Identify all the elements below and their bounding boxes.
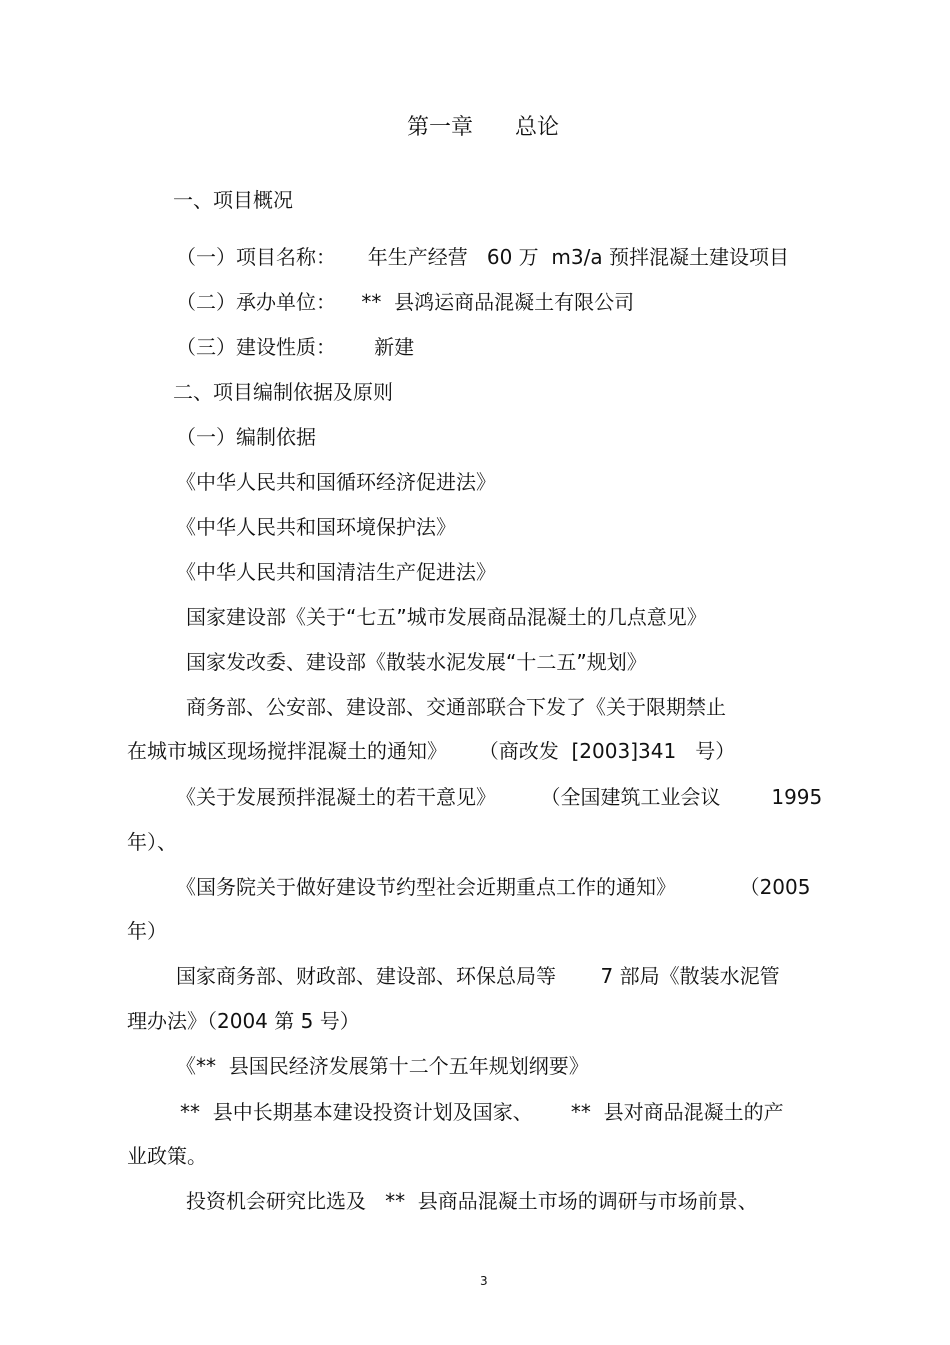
text-line: 《中华人民共和国清洁生产促进法》 [176, 560, 496, 584]
text-line: （二）承办单位： ** 县鸿运商品混凝土有限公司 [176, 290, 635, 314]
text-line: 《** 县国民经济发展第十二个五年规划纲要》 [176, 1054, 589, 1078]
text-line: 在城市城区现场搅拌混凝土的通知》 （商改发 [2003]341 号） [127, 739, 736, 763]
text-line: 《中华人民共和国环境保护法》 [176, 515, 456, 539]
page-number: 3 [480, 1274, 488, 1288]
text-line: 年） [127, 919, 167, 943]
text-line: 《关于发展预拌混凝土的若干意见》 （全国建筑工业会议 1995 [176, 785, 823, 809]
text-line: 国家商务部、财政部、建设部、环保总局等 7 部局《散装水泥管 [176, 964, 780, 988]
section-heading: 二、项目编制依据及原则 [173, 380, 393, 404]
text-line: 国家建设部《关于“七五”城市发展商品混凝土的几点意见》 [186, 605, 707, 629]
text-line: 投资机会研究比选及 ** 县商品混凝土市场的调研与市场前景、 [186, 1189, 758, 1213]
text-line: （一）项目名称： 年生产经营 60 万 m3/a 预拌混凝土建设项目 [176, 245, 789, 269]
text-line: 业政策。 [127, 1144, 207, 1168]
chapter-title: 第一章 总论 [407, 115, 559, 140]
text-line: ** 县中长期基本建设投资计划及国家、 ** 县对商品混凝土的产 [180, 1100, 784, 1124]
text-line: （三）建设性质： 新建 [176, 335, 415, 359]
text-line: 理办法》（2004 第 5 号） [127, 1009, 360, 1033]
text-line: 《国务院关于做好建设节约型社会近期重点工作的通知》 （2005 [176, 875, 811, 899]
text-line: （一）编制依据 [176, 425, 316, 449]
text-line: 年）、 [127, 830, 177, 854]
text-line: 《中华人民共和国循环经济促进法》 [176, 470, 496, 494]
section-heading: 一、项目概况 [173, 188, 293, 212]
text-line: 国家发改委、建设部《散装水泥发展“十二五”规划》 [186, 650, 647, 674]
text-line: 商务部、公安部、建设部、交通部联合下发了《关于限期禁止 [186, 695, 726, 719]
